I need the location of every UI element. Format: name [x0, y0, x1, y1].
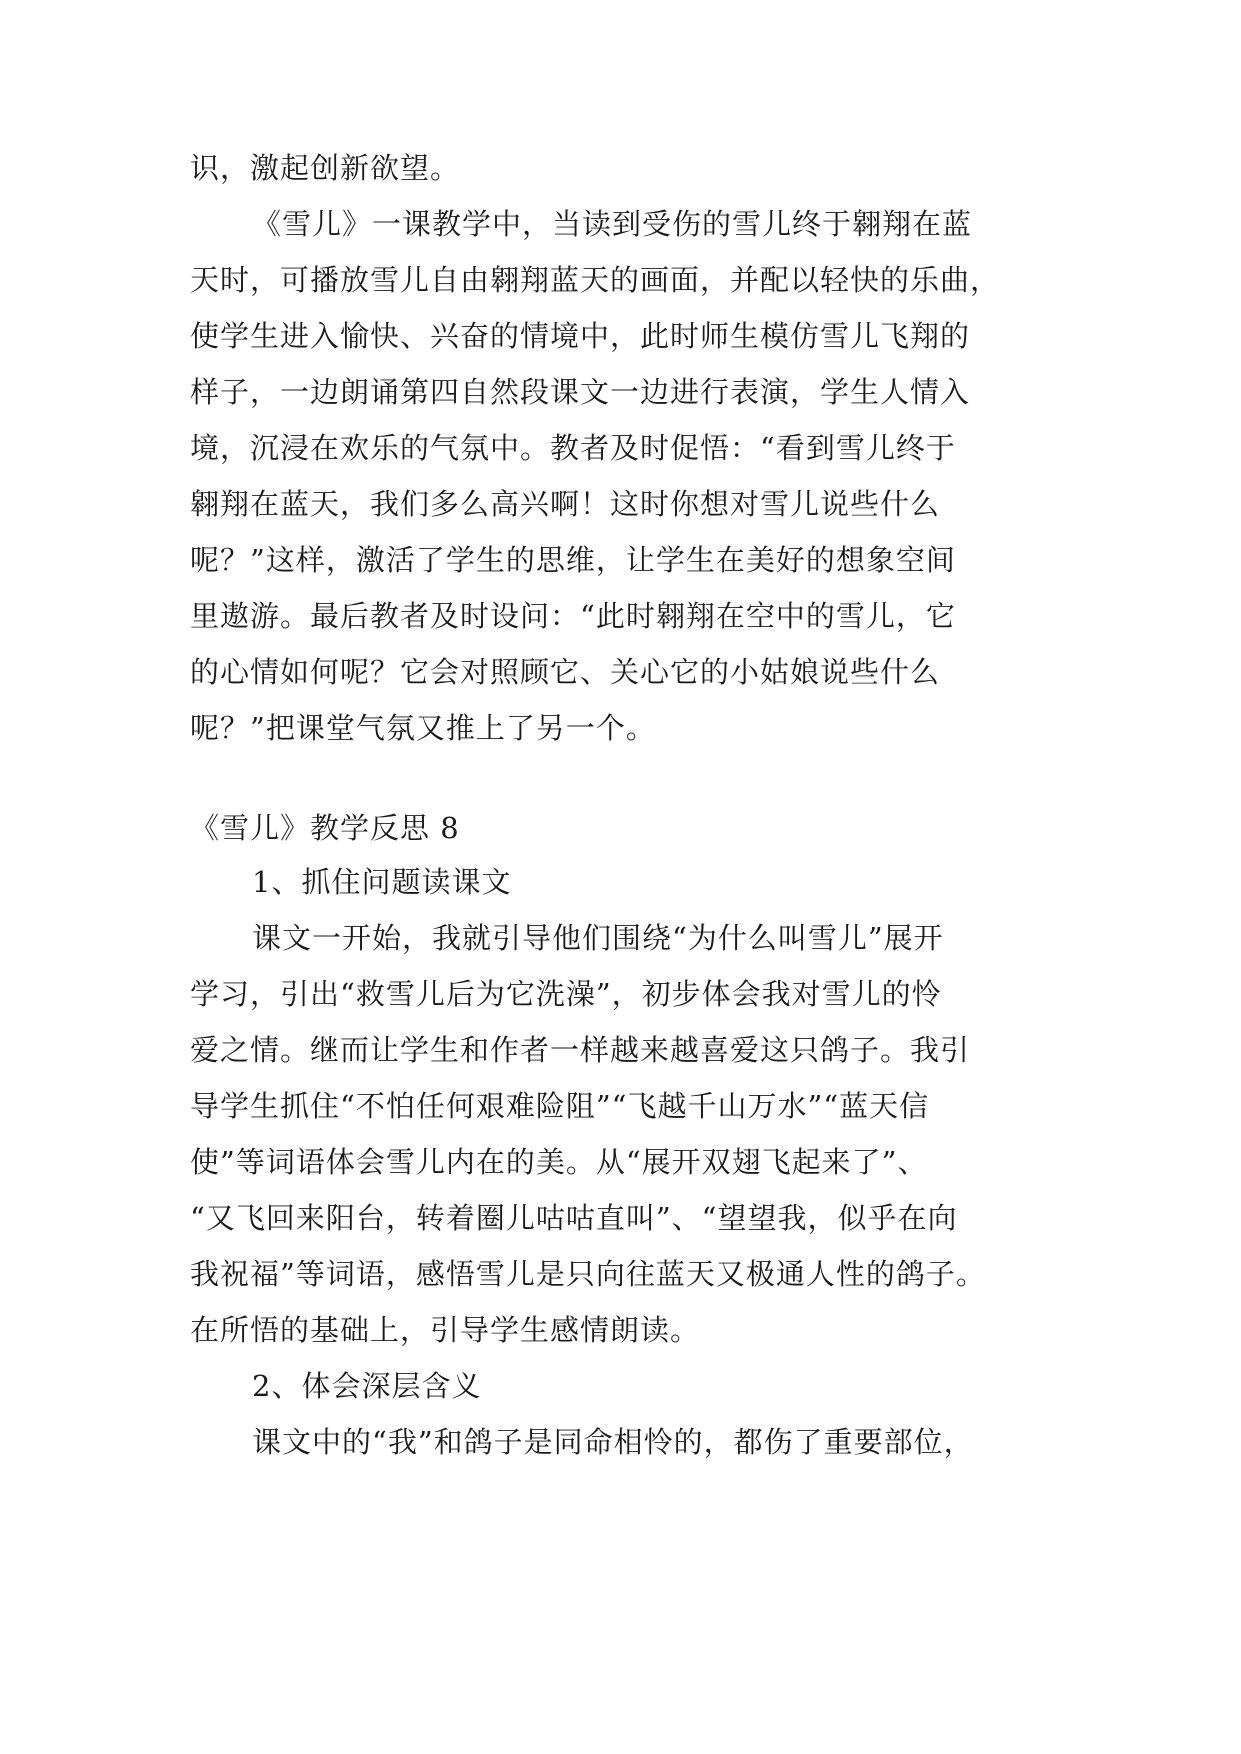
paragraph-line: 里遨游。最后教者及时设问：“此时翱翔在空中的雪儿，它: [190, 599, 956, 633]
paragraph-line: “又飞回来阳台，转着圈儿咕咕直叫”、“望望我，似乎在向: [190, 1201, 958, 1235]
paragraph-line: 导学生抓住“不怕任何艰难险阻”“飞越千山万水”“蓝天信: [190, 1089, 930, 1123]
paragraph-line: 样子，一边朗诵第四自然段课文一边进行表演，学生人情入: [190, 375, 971, 409]
paragraph-line: 课文一开始，我就引导他们围绕“为什么叫雪儿”展开: [252, 921, 944, 955]
paragraph-line: 《雪儿》一课教学中，当读到受伤的雪儿终于翱翔在蓝: [252, 207, 973, 241]
paragraph-line: 使”等词语体会雪儿内在的美。从“展开双翅飞起来了”、: [190, 1145, 928, 1179]
paragraph-line: 境，沉浸在欢乐的气氛中。教者及时促悟：“看到雪儿终于: [190, 431, 956, 465]
paragraph-line: 呢？”这样，激活了学生的思维，让学生在美好的想象空间: [190, 543, 956, 577]
paragraph-line: 呢？”把课堂气氛又推上了另一个。: [190, 711, 656, 745]
paragraph-line: 翱翔在蓝天，我们多么高兴啊！这时你想对雪儿说些什么: [190, 487, 941, 521]
item-title: 2、体会深层含义: [252, 1369, 482, 1403]
section-title: 《雪儿》教学反思 8: [190, 811, 460, 845]
paragraph-line: 我祝福”等词语，感悟雪儿是只向往蓝天又极通人性的鸽子。: [190, 1257, 986, 1291]
item-title: 1、抓住问题读课文: [252, 865, 512, 899]
paragraph-line: 课文中的“我”和鸽子是同命相怜的，都伤了重要部位，: [252, 1425, 974, 1459]
paragraph-line: 在所悟的基础上，引导学生感情朗读。: [190, 1313, 701, 1347]
paragraph-line: 爱之情。继而让学生和作者一样越来越喜爱这只鸽子。我引: [190, 1033, 971, 1067]
paragraph-line: 天时，可播放雪儿自由翱翔蓝天的画面，并配以轻快的乐曲，: [190, 263, 1001, 297]
paragraph-line: 的心情如何呢？它会对照顾它、关心它的小姑娘说些什么: [190, 655, 941, 689]
paragraph-line: 学习，引出“救雪儿后为它洗澡”，初步体会我对雪儿的怜: [190, 977, 942, 1011]
paragraph-line: 使学生进入愉快、兴奋的情境中，此时师生模仿雪儿飞翔的: [190, 319, 971, 353]
paragraph-line: 识，激起创新欲望。: [190, 151, 461, 185]
